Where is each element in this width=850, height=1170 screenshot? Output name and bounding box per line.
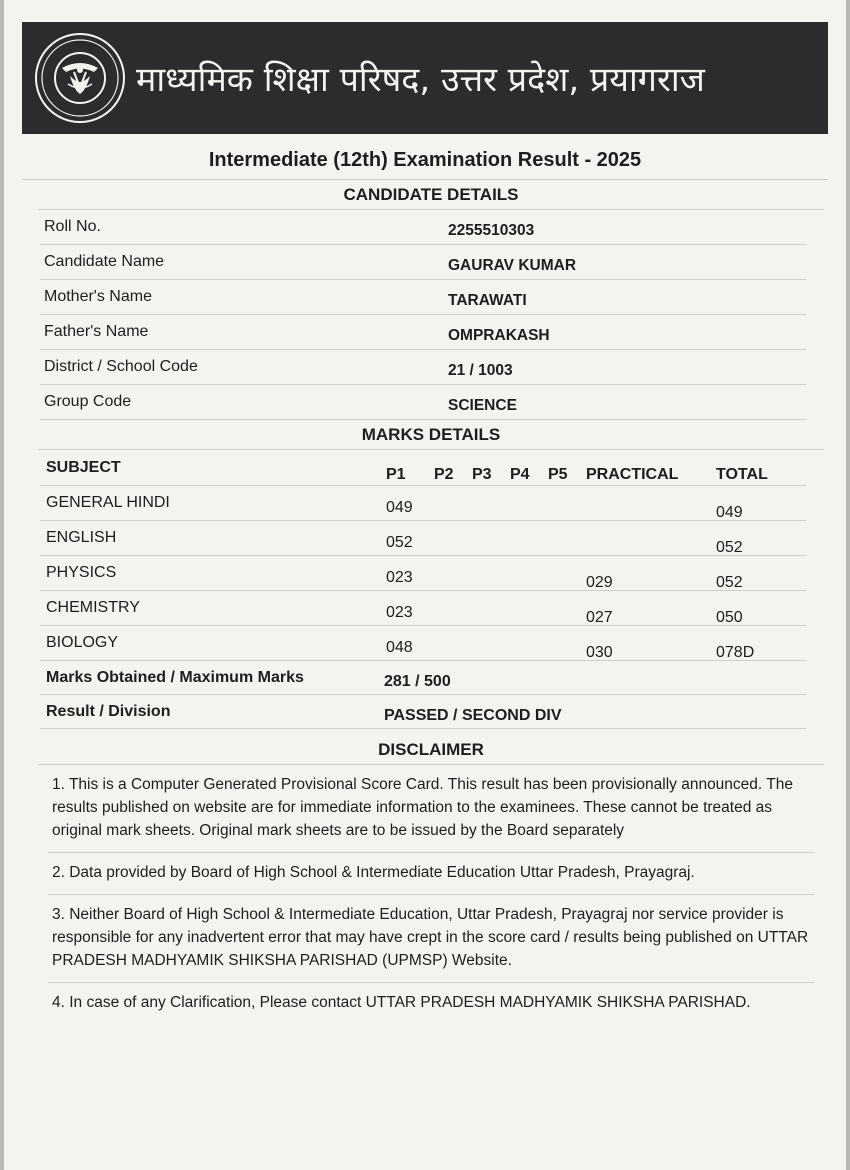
p1-marks: 052 — [386, 534, 413, 551]
detail-row-fathers-name — [40, 315, 806, 350]
disclaimer-item — [48, 983, 814, 1024]
detail-value: 2255510303 — [448, 222, 535, 239]
subject-name: PHYSICS — [46, 564, 117, 581]
subject-name: ENGLISH — [46, 529, 117, 546]
table-row — [40, 556, 806, 591]
subject-name: CHEMISTRY — [46, 599, 140, 616]
detail-value: OMPRAKASH — [448, 327, 550, 344]
detail-label: Roll No. — [44, 218, 101, 235]
col-header-subject: SUBJECT — [46, 458, 121, 476]
detail-value: SCIENCE — [448, 397, 517, 414]
practical-marks — [586, 528, 716, 548]
disclaimer-heading: DISCLAIMER — [38, 735, 824, 765]
candidate-details-heading: CANDIDATE DETAILS — [38, 180, 824, 210]
result-sheet — [4, 0, 846, 1170]
summary-label: Marks Obtained / Maximum Marks — [46, 668, 304, 686]
detail-value: TARAWATI — [448, 292, 527, 309]
marks-table — [22, 450, 824, 729]
result-division-row — [40, 695, 806, 729]
detail-row-group-code — [40, 385, 806, 420]
marks-obtained-row — [40, 661, 806, 695]
practical-marks: 030 — [586, 644, 613, 661]
practical-marks: 029 — [586, 574, 613, 591]
disclaimer-text: 3. Neither Board of High School & Intermediate Education, Uttar Pradesh, Prayagraj nor service provider is responsible for any inadvertent error that may have crept in the score card / results being published on UTTAR PRADESH MADHYAMIK SHIKSHA PARISHAD (UPMSP) Website. — [52, 906, 809, 969]
detail-label: Father's Name — [44, 323, 149, 340]
board-title: माध्यमिक शिक्षा परिषद, उत्तर प्रदेश, प्रयागराज — [136, 60, 705, 100]
detail-value: 21 / 1003 — [448, 362, 513, 379]
col-header-total: TOTAL — [716, 465, 768, 483]
disclaimer-text: 4. In case of any Clarification, Please contact UTTAR PRADESH MADHYAMIK SHIKSHA PARISHAD. — [52, 994, 751, 1011]
detail-row-mothers-name — [40, 280, 806, 315]
col-header-p3: P3 — [472, 465, 492, 483]
total-marks: 049 — [716, 504, 743, 521]
summary-label: Result / Division — [46, 702, 171, 720]
p1-marks: 048 — [386, 639, 413, 656]
detail-row-candidate-name — [40, 245, 806, 280]
total-marks: 050 — [716, 609, 743, 626]
p1-marks: 023 — [386, 604, 413, 621]
disclaimer-item — [48, 895, 814, 983]
col-header-p4: P4 — [510, 465, 530, 483]
candidate-details — [22, 210, 824, 420]
table-row — [40, 486, 806, 521]
detail-label: District / School Code — [44, 358, 198, 375]
detail-value: GAURAV KUMAR — [448, 257, 577, 274]
disclaimer-text: 1. This is a Computer Generated Provisional Score Card. This result has been provisionally announced. The results published on website are for immediate information to the examinees. These cannot be treated as original mark sheets. Original mark sheets are to be issued by the Board separately — [52, 776, 793, 839]
summary-value: PASSED / SECOND DIV — [384, 706, 562, 724]
exam-title: Intermediate (12th) Examination Result - 2025 — [22, 146, 828, 180]
practical-marks — [586, 493, 716, 513]
detail-label: Mother's Name — [44, 288, 152, 305]
table-row — [40, 626, 806, 661]
p1-marks: 023 — [386, 569, 413, 586]
col-header-practical: PRACTICAL — [586, 465, 679, 483]
col-header-p2: P2 — [434, 465, 454, 483]
subject-name: BIOLOGY — [46, 634, 119, 651]
practical-marks: 027 — [586, 609, 613, 626]
subject-name: GENERAL HINDI — [46, 494, 170, 511]
marks-details-heading: MARKS DETAILS — [38, 420, 824, 450]
board-banner — [22, 22, 828, 134]
total-marks: 078D — [716, 644, 755, 661]
disclaimer-item — [48, 853, 814, 895]
detail-row-roll-no — [40, 210, 806, 245]
table-row — [40, 521, 806, 556]
detail-row-district-school-code — [40, 350, 806, 385]
detail-label: Group Code — [44, 393, 132, 410]
table-row — [40, 591, 806, 626]
total-marks: 052 — [716, 574, 743, 591]
up-emblem-icon — [34, 32, 126, 124]
col-header-p1: P1 — [386, 465, 406, 483]
p1-marks: 049 — [386, 499, 413, 516]
total-marks: 052 — [716, 539, 743, 556]
col-header-p5: P5 — [548, 465, 568, 483]
marks-table-header — [40, 450, 806, 486]
detail-label: Candidate Name — [44, 253, 165, 270]
disclaimer-text: 2. Data provided by Board of High School & Intermediate Education Uttar Pradesh, Prayagraj. — [52, 864, 695, 881]
disclaimer-list — [22, 765, 824, 1024]
disclaimer-item — [48, 765, 814, 853]
summary-value: 281 / 500 — [384, 672, 451, 690]
